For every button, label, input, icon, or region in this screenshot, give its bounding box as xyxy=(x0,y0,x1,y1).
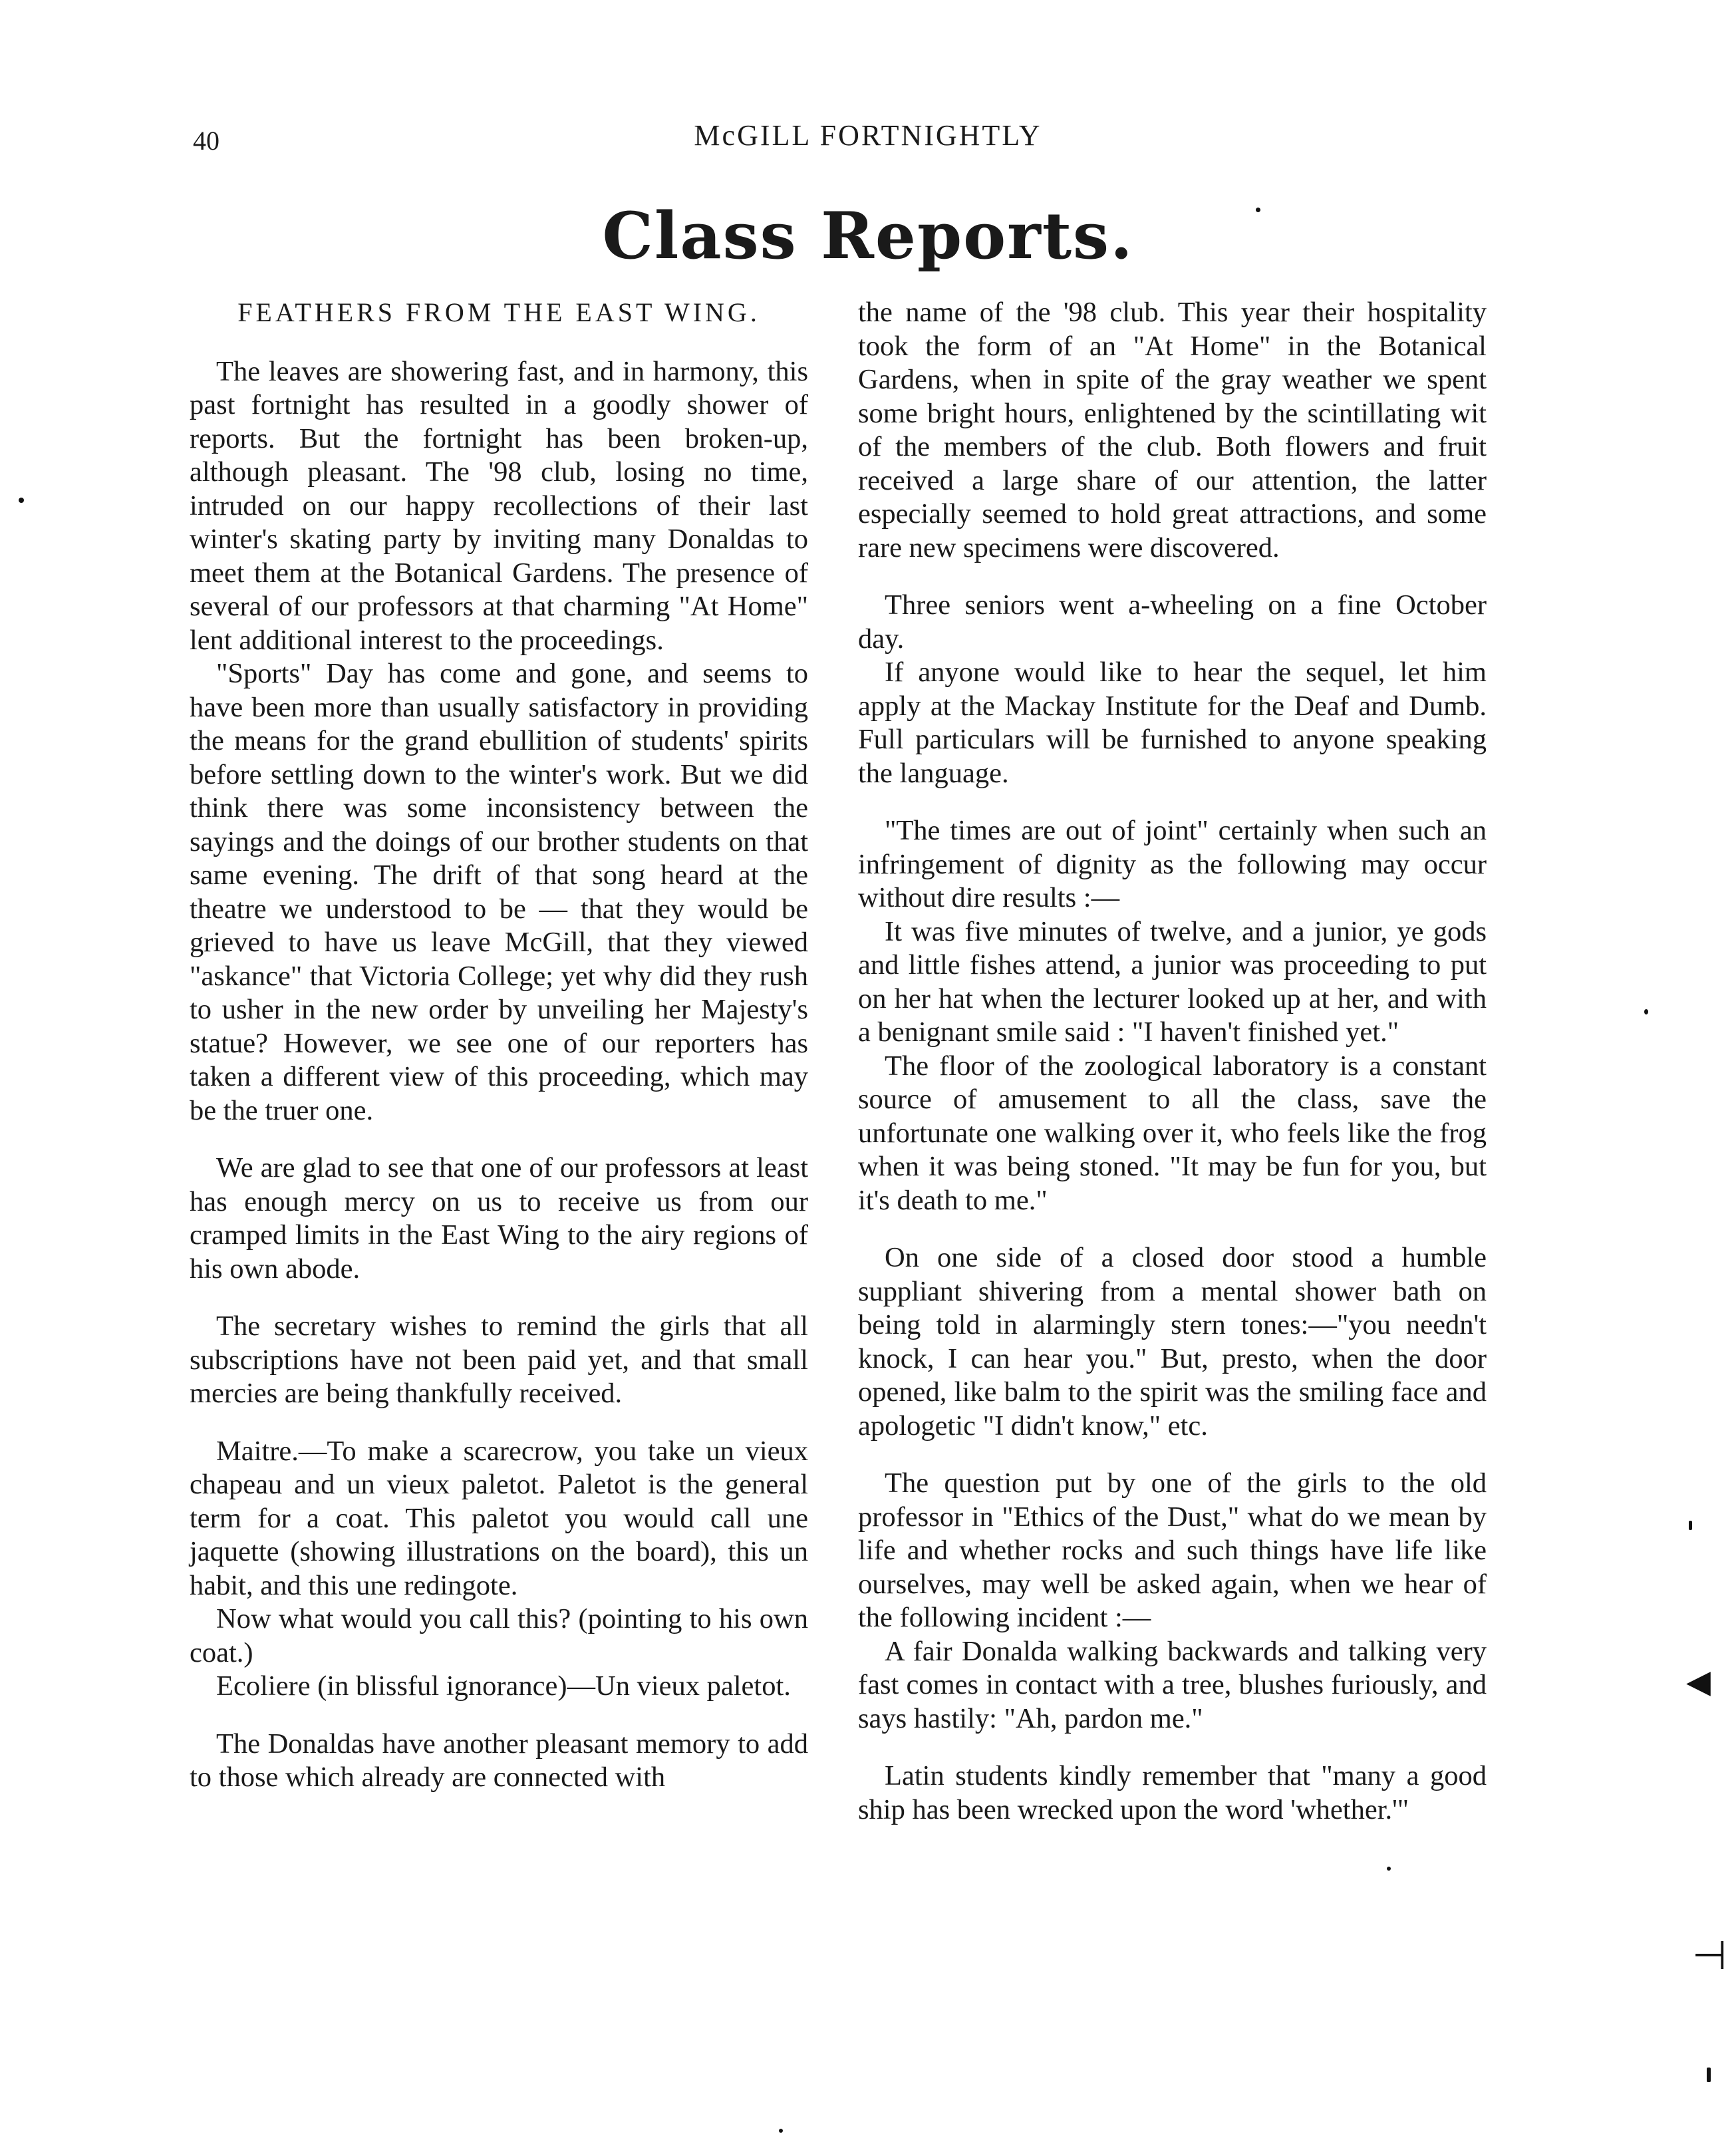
paragraph: We are glad to see that one of our professors at least has enough mercy on us to receive us from our cramped limits in the East Wing to the airy regions of his own abode. xyxy=(190,1152,808,1285)
scan-speck xyxy=(1707,2068,1711,2082)
scan-speck xyxy=(779,2129,783,2133)
paragraph: Maitre.—To make a scarecrow, you take un vieux chapeau and un vieux paletot. Paletot is the general term for a coat. This paletot you would call une jaquette (showing illustrations on the board), this un habit, and this une redingote. xyxy=(190,1435,808,1601)
left-column xyxy=(190,296,808,1795)
scan-speck xyxy=(1689,1521,1692,1530)
right-column xyxy=(858,296,1487,1827)
paragraph: The Donaldas have another pleasant memory to add to those which already are connected with xyxy=(190,1728,808,1793)
paragraph: Ecoliere (in blissful ignorance)—Un vieux paletot. xyxy=(216,1670,791,1702)
scan-speck xyxy=(19,498,24,503)
paragraph: "The times are out of joint" certainly when such an infringement of dignity as the following may occur without dire results :— xyxy=(858,815,1487,913)
paragraph: Latin students kindly remember that "many a good ship has been wrecked upon the word 'whether.'" xyxy=(858,1760,1487,1825)
running-head: McGILL FORTNIGHTLY xyxy=(694,119,1042,152)
scan-mark: ⊣ xyxy=(1692,1932,1727,1979)
scan-speck xyxy=(1256,208,1260,212)
paragraph: The floor of the zoological laboratory is a constant source of amusement to all the class, save the unfortunate one walking over it, who feels like the frog when it was being stoned. "It may be fun for you, but it's death to me." xyxy=(858,1050,1487,1216)
paragraph: the name of the '98 club. This year their hospitality took the form of an "At Home" in the Botanical Gardens, when in spite of the gray weather we spent some bright hours, enlightened by the scintillating wit of the members of the club. Both flowers and fruit received a large share of our attention, the latter especially seemed to hold great attractions, and some rare new specimens were discovered. xyxy=(858,297,1487,563)
paragraph: "Sports" Day has come and gone, and seems to have been more than usually satisfactory in providing the means for the grand ebullition of students' spirits before settling down to the winter's work. But we did think there was some inconsistency between the sayings and the doings of our brother students on that same evening. The drift of that song heard at the theatre we understood to be — that they would be grieved to have us leave McGill, that they viewed "askance" that Victoria College; yet why did they rush to usher in the new order by unveiling her Majesty's statue? However, we see one of our reporters has taken a different view of this proceeding, which may be the truer one. xyxy=(190,658,808,1126)
section-title: Class Reports. xyxy=(602,198,1134,273)
scan-mark: ◀ xyxy=(1686,1663,1711,1700)
scan-speck xyxy=(1387,1867,1391,1871)
paragraph: The secretary wishes to remind the girls that all subscriptions have not been paid yet, and that small mercies are being thankfully received. xyxy=(190,1310,808,1409)
column-heading: FEATHERS FROM THE EAST WING. xyxy=(237,297,760,327)
paragraph: If anyone would like to hear the sequel, let him apply at the Mackay Institute for the Deaf and Dumb. Full particulars will be furnished to anyone speaking the language. xyxy=(858,657,1487,789)
paragraph: It was five minutes of twelve, and a junior, ye gods and little fishes attend, a junior was proceeding to put on her hat when the lecturer looked up at her, and with a benignant smile said : "I haven't finished yet." xyxy=(858,915,1487,1048)
paragraph: On one side of a closed door stood a humble suppliant shivering from a mental shower bath on being told in alarmingly stern tones:—"you needn't knock, I can hear you." But, presto, when the door opened, like balm to the spirit was the smiling face and apologetic "I didn't know," etc. xyxy=(858,1242,1487,1442)
paragraph: The question put by one of the girls to the old professor in "Ethics of the Dust," what do we mean by life and whether rocks and such things have life like ourselves, may well be asked again, when we hear of the following incident :— xyxy=(858,1467,1487,1633)
paragraph: Now what would you call this? (pointing to his own coat.) xyxy=(190,1603,808,1668)
paragraph: The leaves are showering fast, and in harmony, this past fortnight has resulted in a goodly shower of reports. But the fortnight has been broken-up, although pleasant. The '98 club, losing no time, intruded on our happy recollections of their last winter's skating party by inviting many Donaldas to meet them at the Botanical Gardens. The presence of several of our professors at that charming "At Home" lent additional interest to the proceedings. xyxy=(190,355,808,656)
paragraph: A fair Donalda walking backwards and talking very fast comes in contact with a tree, blushes furiously, and says hastily: "Ah, pardon me." xyxy=(858,1635,1487,1734)
page-number: 40 xyxy=(193,126,219,156)
paragraph: Three seniors went a-wheeling on a fine October day. xyxy=(858,589,1487,655)
scan-speck xyxy=(1644,1009,1648,1014)
